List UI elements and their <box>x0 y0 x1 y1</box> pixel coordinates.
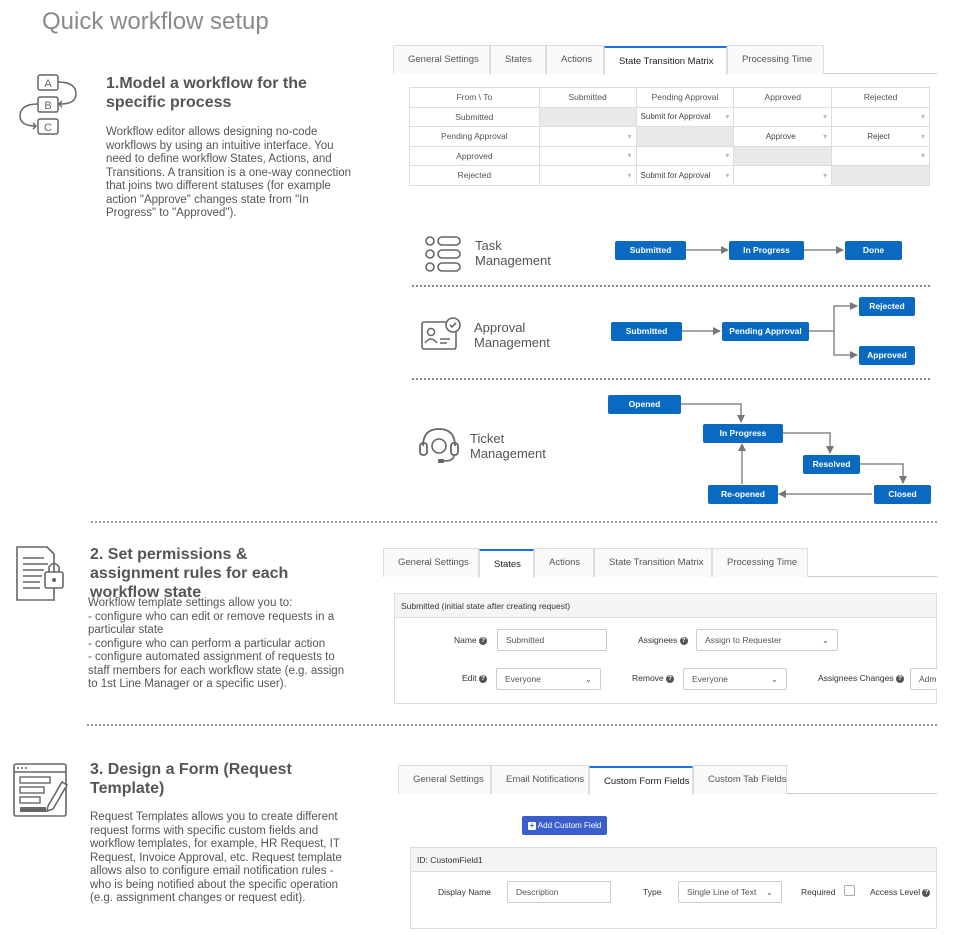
state-box-resolved: Resolved <box>803 455 860 474</box>
field-type-select[interactable]: Single Line of Text ⌄ <box>678 881 782 903</box>
help-icon[interactable]: ? <box>922 889 930 897</box>
matrix-col-header: Submitted <box>539 88 636 108</box>
tab-processing-time[interactable]: Processing Time <box>712 548 808 577</box>
document-lock-icon <box>14 544 66 604</box>
ticket-management-label-1: Ticket <box>470 431 505 446</box>
matrix-col-header: Rejected <box>832 88 930 108</box>
assignees-changes-label: Assignees Changes ? <box>818 673 904 683</box>
chevron-down-icon: ▾ <box>823 131 828 141</box>
state-box-in-progress: In Progress <box>703 424 783 443</box>
ticket-management-label-2: Management <box>470 446 546 461</box>
type-label: Type <box>643 887 662 897</box>
assignees-select[interactable]: Assign to Requester ⌄ <box>696 629 838 651</box>
display-name-input[interactable]: Description <box>507 881 611 903</box>
approval-management-label-2: Management <box>474 335 550 350</box>
chevron-down-icon: ▾ <box>920 112 925 122</box>
chevron-down-icon: ▾ <box>725 112 730 122</box>
matrix-row-header: Rejected <box>410 166 540 186</box>
state-box-approved: Approved <box>859 346 915 365</box>
chevron-down-icon: ⌄ <box>770 673 778 684</box>
tab-processing-time[interactable]: Processing Time <box>727 45 824 74</box>
section1-description: Workflow editor allows designing no-code workflows by using an intuitive interface. You need to define workflow States, Actions, and Transitions. A transition is a one-way connection that joins two different statuses (for example action "Approve" changes state from "In Progress" to "Approved"). <box>106 126 352 219</box>
section2-tabs <box>383 548 937 577</box>
svg-text:C: C <box>44 122 52 134</box>
chevron-down-icon: ▾ <box>920 131 925 141</box>
matrix-cell-value: Submit for Approval <box>640 170 711 180</box>
state-name-input[interactable]: Submitted <box>497 629 607 651</box>
chevron-down-icon: ▾ <box>823 170 828 180</box>
custom-field-title: ID: CustomField1 <box>411 848 936 872</box>
state-box-re-opened: Re-opened <box>708 485 778 504</box>
access-level-label: Access Level ? <box>870 887 930 897</box>
section3-tabs <box>398 765 937 794</box>
tab-custom-form-fields[interactable]: Custom Form Fields <box>589 766 693 795</box>
remove-field-label: Remove ? <box>632 673 674 683</box>
assignees-field-label: Assignees ? <box>638 635 688 645</box>
svg-text:A: A <box>44 78 52 90</box>
matrix-corner: From \ To <box>410 88 540 108</box>
tab-state-transition-matrix[interactable]: State Transition Matrix <box>594 548 712 577</box>
edit-permission-select[interactable]: Everyone ⌄ <box>496 668 601 690</box>
tab-general-settings[interactable]: General Settings <box>383 548 479 577</box>
headset-icon <box>418 426 460 464</box>
help-icon[interactable]: ? <box>479 637 487 645</box>
state-box-closed: Closed <box>874 485 931 504</box>
chevron-down-icon: ▾ <box>823 112 828 122</box>
form-pen-icon <box>12 762 70 820</box>
required-label: Required <box>801 887 836 897</box>
edit-field-label: Edit ? <box>462 673 487 683</box>
tab-general-settings[interactable]: General Settings <box>393 45 490 74</box>
required-checkbox[interactable] <box>844 885 855 896</box>
task-management-label-1: Task <box>475 238 502 253</box>
state-box-submitted: Submitted <box>611 322 682 341</box>
tab-general-settings[interactable]: General Settings <box>398 765 491 794</box>
chevron-down-icon: ▾ <box>920 151 925 161</box>
add-custom-field-button[interactable]: + Add Custom Field <box>522 816 607 835</box>
divider <box>412 285 930 287</box>
chevron-down-icon: ▾ <box>627 151 632 161</box>
help-icon[interactable]: ? <box>479 675 487 683</box>
chevron-down-icon: ▾ <box>725 151 730 161</box>
matrix-row-header: Submitted <box>410 107 540 127</box>
chevron-down-icon: ⌄ <box>584 673 592 684</box>
section3-description: Request Templates allows you to create different request forms with specific custom fields and workflow templates, for example, HR Request, IT Request, Invoice Approval, etc. Request template allows also to configure email notification rules - who is being notified about the specific operation (e.g. assignment changes or request edit). <box>90 811 342 904</box>
section2-description: Workflow template settings allow you to: - configure who can edit or remove requests in a particular state - configure who can perform a particular action - configure automated assignment of requests to staff members for each workflow state (e.g. assign to 1st Line Manager or a specific user). <box>88 597 345 690</box>
matrix-row-header: Pending Approval <box>410 127 540 147</box>
help-icon[interactable]: ? <box>680 637 688 645</box>
remove-permission-select[interactable]: Everyone ⌄ <box>683 668 787 690</box>
state-box-rejected: Rejected <box>859 297 915 316</box>
chevron-down-icon: ▾ <box>627 131 632 141</box>
section-divider <box>91 521 937 523</box>
section-divider <box>87 724 937 726</box>
section1-heading: 1.Model a workflow for the specific process <box>106 75 307 111</box>
tab-state-transition-matrix[interactable]: State Transition Matrix <box>604 46 727 75</box>
help-icon[interactable]: ? <box>666 675 674 683</box>
section3-heading: 3. Design a Form (Request Template) <box>90 761 292 797</box>
matrix-cell-value: Submit for Approval <box>640 112 711 122</box>
matrix-cell-value: Approve <box>765 131 796 141</box>
state-box-pending-approval: Pending Approval <box>722 322 809 341</box>
approval-management-label-1: Approval <box>474 320 526 335</box>
matrix-col-header: Pending Approval <box>636 88 734 108</box>
matrix-row-header: Approved <box>410 146 540 166</box>
state-box-opened: Opened <box>608 395 681 414</box>
section2-heading: 2. Set permissions & assignment rules for each workflow state <box>90 546 289 601</box>
state-panel-title: Submitted (initial state after creating request) <box>395 594 936 618</box>
approval-id-card-icon <box>421 317 463 351</box>
assignees-changes-select[interactable]: Adm <box>910 668 937 690</box>
divider <box>412 378 930 380</box>
page-title: Quick workflow setup <box>42 8 269 35</box>
chevron-down-icon: ⌄ <box>821 634 829 645</box>
matrix-cell-value: Reject <box>867 131 890 141</box>
tab-actions[interactable]: Actions <box>534 548 594 577</box>
plus-icon: + <box>529 820 535 830</box>
display-name-label: Display Name <box>438 887 491 897</box>
state-settings-panel <box>394 593 937 704</box>
chevron-down-icon: ▾ <box>627 170 632 180</box>
tab-states[interactable]: States <box>479 549 534 578</box>
state-box-submitted: Submitted <box>615 241 686 260</box>
tab-custom-tab-fields[interactable]: Custom Tab Fields <box>693 765 787 794</box>
state-box-in-progress: In Progress <box>729 241 804 260</box>
tab-actions[interactable]: Actions <box>546 45 604 74</box>
chevron-down-icon: ⌄ <box>765 886 773 897</box>
help-icon[interactable]: ? <box>896 675 904 683</box>
task-management-label-2: Management <box>475 253 551 268</box>
state-box-done: Done <box>845 241 902 260</box>
tab-states[interactable]: States <box>490 45 546 74</box>
name-field-label: Name ? <box>454 635 487 645</box>
chevron-down-icon: ▾ <box>725 170 730 180</box>
matrix-col-header: Approved <box>734 88 832 108</box>
svg-text:B: B <box>44 100 52 112</box>
tab-email-notifications[interactable]: Email Notifications <box>491 765 589 794</box>
